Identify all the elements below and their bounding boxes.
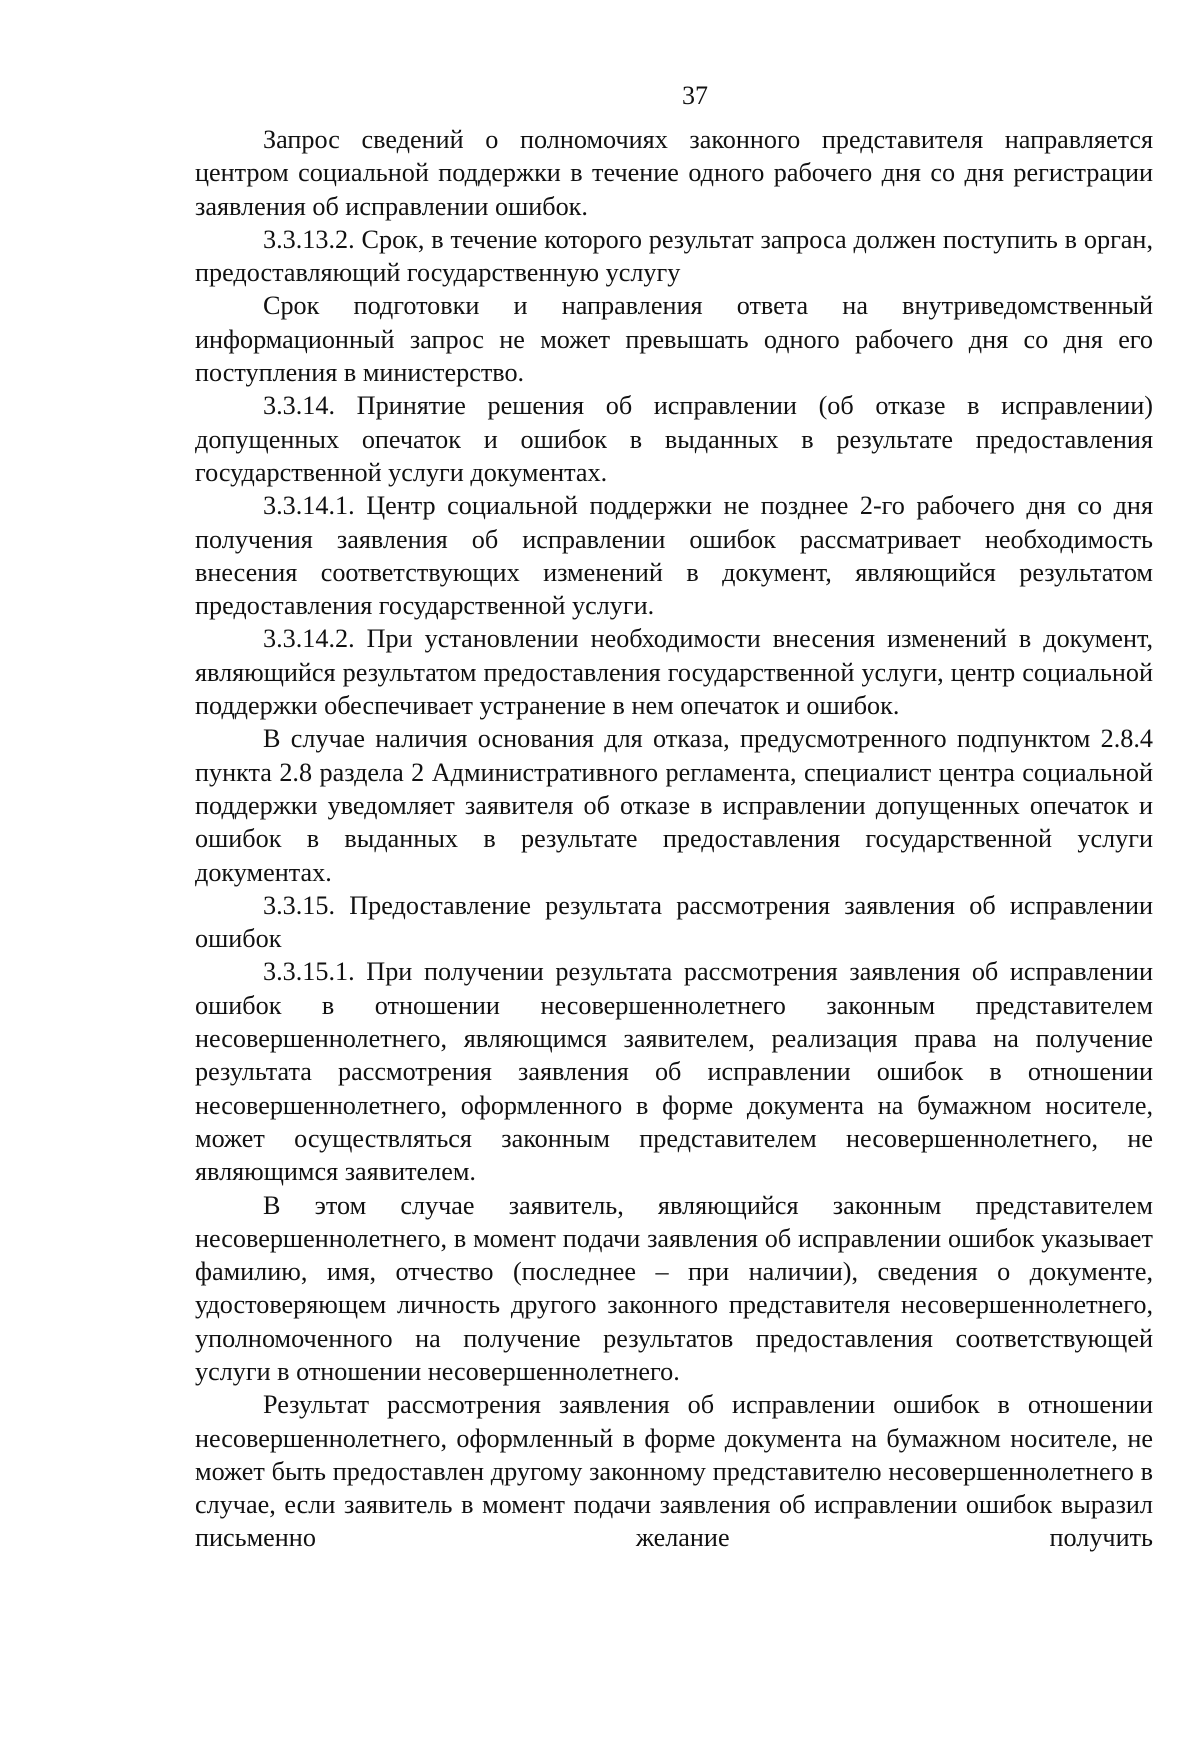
paragraph: Срок подготовки и направления ответа на внутриведомственный информационный запрос не может превышать одного рабочего дня со дня его поступления в министерство.	[195, 291, 1153, 388]
paragraph: 3.3.13.2. Срок, в течение которого результат запроса должен поступить в орган, предоставляющий государственную услугу	[195, 224, 1153, 288]
page-number: 37	[682, 81, 708, 110]
document-body	[195, 123, 1153, 1555]
paragraph: В случае наличия основания для отказа, предусмотренного подпунктом 2.8.4 пункта 2.8 раздела 2 Административного регламента, специалист центра социальной поддержки уведомляет заявителя об отказе в исправлении допущенных опечаток и ошибок в выданных в результате предоставления государственной услуги документах.	[195, 724, 1153, 887]
paragraph: 3.3.15. Предоставление результата рассмотрения заявления об исправлении ошибок	[195, 890, 1153, 954]
paragraph: 3.3.14. Принятие решения об исправлении (об отказе в исправлении) допущенных опечаток и ошибок в выданных в результате предоставления государственной услуги документах.	[195, 391, 1153, 487]
paragraph: В этом случае заявитель, являющийся законным представителем несовершеннолетнего, в момент подачи заявления об исправлении ошибок указывает фамилию, имя, отчество (последнее – при наличии), сведения о документе, удостоверяющем личность другого законного представителя несовершеннолетнего, уполномоченного на получение результатов предоставления соответствующей услуги в отношении несовершеннолетнего.	[195, 1190, 1153, 1386]
paragraph: Результат рассмотрения заявления об исправлении ошибок в отношении несовершеннолетнего, оформленный в форме документа на бумажном носителе, не может быть предоставлен другому законному представителю несовершеннолетнего в случае, если заявитель в момент подачи заявления об исправлении ошибок выразил письменно желание получить	[195, 1390, 1153, 1553]
paragraph: 3.3.14.2. При установлении необходимости внесения изменений в документ, являющийся результатом предоставления государственной услуги, центр социальной поддержки обеспечивает устранение в нем опечаток и ошибок.	[195, 624, 1153, 721]
paragraph: Запрос сведений о полномочиях законного представителя направляется центром социальной поддержки в течение одного рабочего дня со дня регистрации заявления об исправлении ошибок.	[195, 125, 1153, 221]
paragraph: 3.3.15.1. При получении результата рассмотрения заявления об исправлении ошибок в отношении несовершеннолетнего законным представителем несовершеннолетнего, являющимся заявителем, реализация права на получение результата рассмотрения заявления об исправлении ошибок в отношении несовершеннолетнего, оформленного в форме документа на бумажном носителе, может осуществляться законным представителем несовершеннолетнего, не являющимся заявителем.	[195, 957, 1153, 1187]
paragraph: 3.3.14.1. Центр социальной поддержки не позднее 2-го рабочего дня со дня получения заявления об исправлении ошибок рассматривает необходимость внесения соответствующих изменений в документ, являющийся результатом предоставления государственной услуги.	[195, 491, 1153, 621]
